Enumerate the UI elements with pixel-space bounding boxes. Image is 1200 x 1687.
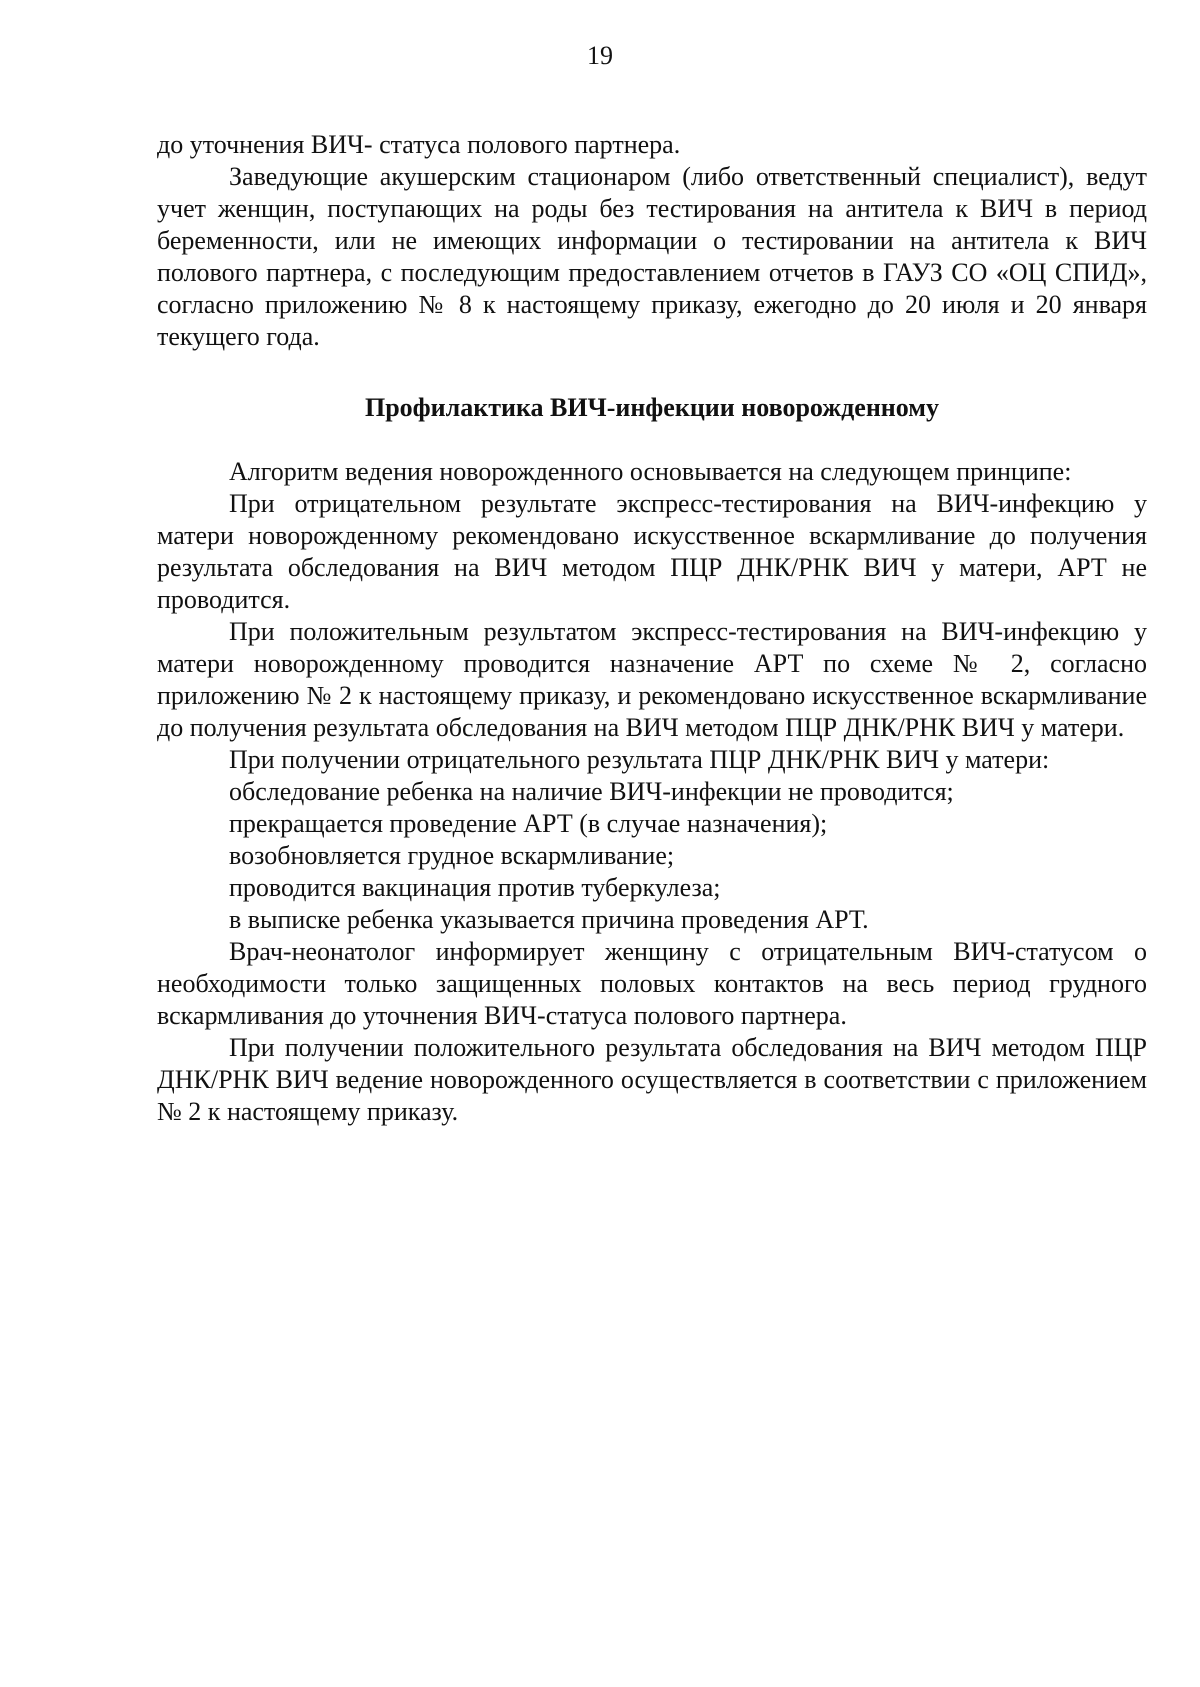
paragraph-positive-express-test: При положительным результатом экспресс-тестирования на ВИЧ-инфекцию у матери новорожденному проводится назначение АРТ по схеме № 2, согласно приложению № 2 к настоящему приказу, и рекомендовано искусственное вскармливание до получения результата обследования на ВИЧ методом ПЦР ДНК/РНК ВИЧ у матери.	[157, 617, 1147, 742]
paragraph-negative-express-test: При отрицательном результате экспресс-тестирования на ВИЧ-инфекцию у матери новорожденному рекомендовано искусственное вскармливание до получения результата обследования на ВИЧ методом ПЦР ДНК/РНК ВИЧ у матери, АРТ не проводится.	[157, 489, 1147, 614]
list-item: возобновляется грудное вскармливание;	[229, 841, 675, 870]
paragraph-algorithm-intro: Алгоритм ведения новорожденного основывается на следующем принципе:	[229, 457, 1072, 486]
list-item: в выписке ребенка указывается причина проведения АРТ.	[229, 905, 869, 934]
section-heading: Профилактика ВИЧ-инфекции новорожденному	[364, 393, 939, 422]
paragraph-positive-pcr: При получении положительного результата обследования на ВИЧ методом ПЦР ДНК/РНК ВИЧ ведение новорожденного осуществляется в соответствии с приложением № 2 к настоящему приказу.	[157, 1033, 1147, 1126]
page-number: 19	[587, 41, 613, 70]
list-item: проводится вакцинация против туберкулеза;	[229, 873, 721, 902]
list-item: прекращается проведение АРТ (в случае назначения);	[229, 809, 828, 838]
paragraph-continuation: до уточнения ВИЧ- статуса полового партнера.	[157, 130, 681, 159]
document-body	[157, 129, 1147, 1128]
paragraph-neonatologist-info: Врач-неонатолог информирует женщину с отрицательным ВИЧ-статусом о необходимости только защищенных половых контактов на весь период грудного вскармливания до уточнения ВИЧ-статуса полового партнера.	[157, 937, 1147, 1030]
paragraph-registry-duty: Заведующие акушерским стационаром (либо ответственный специалист), ведут учет женщин, поступающих на роды без тестирования на антитела к ВИЧ в период беременности, или не имеющих информации о тестировании на антитела к ВИЧ полового партнера, с последующим предоставлением отчетов в ГАУЗ СО «ОЦ СПИД», согласно приложению № 8 к настоящему приказу, ежегодно до 20 июля и 20 января текущего года.	[157, 162, 1147, 351]
paragraph-negative-pcr-intro: При получении отрицательного результата ПЦР ДНК/РНК ВИЧ у матери:	[229, 745, 1050, 774]
list-item: обследование ребенка на наличие ВИЧ-инфекции не проводится;	[229, 777, 954, 806]
